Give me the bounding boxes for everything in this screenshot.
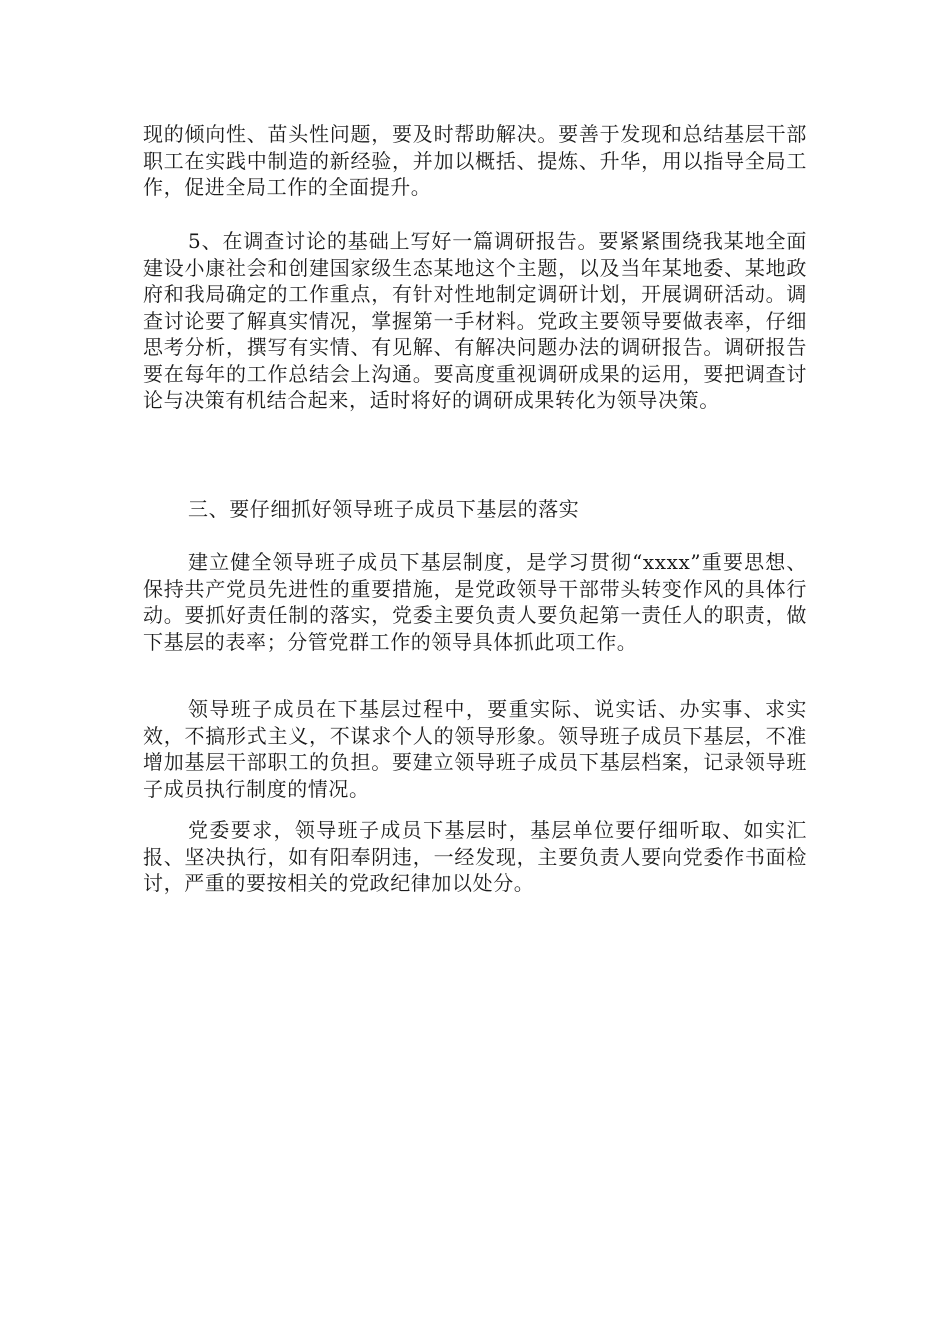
section-heading: 三、要仔细抓好领导班子成员下基层的落实 <box>188 497 580 521</box>
paragraph-party-requirements: 党委要求，领导班子成员下基层时，基层单位要仔细听取、如实汇报、坚决执行，如有阳奉阴违，一经发现，主要负责人要向党委作书面检讨，严重的要按相关的党政纪律加以处分。 <box>143 818 807 895</box>
paragraph-system-establishment: 建立健全领导班子成员下基层制度，是学习贯彻“xxxx”重要思想、保持共产党员先进性的重要措施，是党政领导干部带头转变作风的具体行动。要抓好责任制的落实，党委主要负责人要负起第一责任人的职责，做下基层的表率；分管党群工作的领导具体抓此项工作。 <box>143 550 807 654</box>
paragraph-continuation: 现的倾向性、苗头性问题，要及时帮助解决。要善于发现和总结基层干部职工在实践中制造的新经验，并加以概括、提炼、升华，用以指导全局工作，促进全局工作的全面提升。 <box>143 122 807 199</box>
paragraph-leader-conduct: 领导班子成员在下基层过程中，要重实际、说实话、办实事、求实效，不搞形式主义，不谋求个人的领导形象。领导班子成员下基层，不准增加基层干部职工的负担。要建立领导班子成员下基层档案，记录领导班子成员执行制度的情况。 <box>143 697 807 801</box>
paragraph-research-report: 5、在调查讨论的基础上写好一篇调研报告。要紧紧围绕我某地全面建设小康社会和创建国家级生态某地这个主题，以及当年某地委、某地政府和我局确定的工作重点，有针对性地制定调研计划，开展调研活动。调查讨论要了解真实情况，掌握第一手材料。党政主要领导要做表率，仔细思考分析，撰写有实情、有见解、有解决问题办法的调研报告。调研报告要在每年的工作总结会上沟通。要高度重视调研成果的运用，要把调查讨论与决策有机结合起来，适时将好的调研成果转化为领导决策。 <box>143 229 807 412</box>
